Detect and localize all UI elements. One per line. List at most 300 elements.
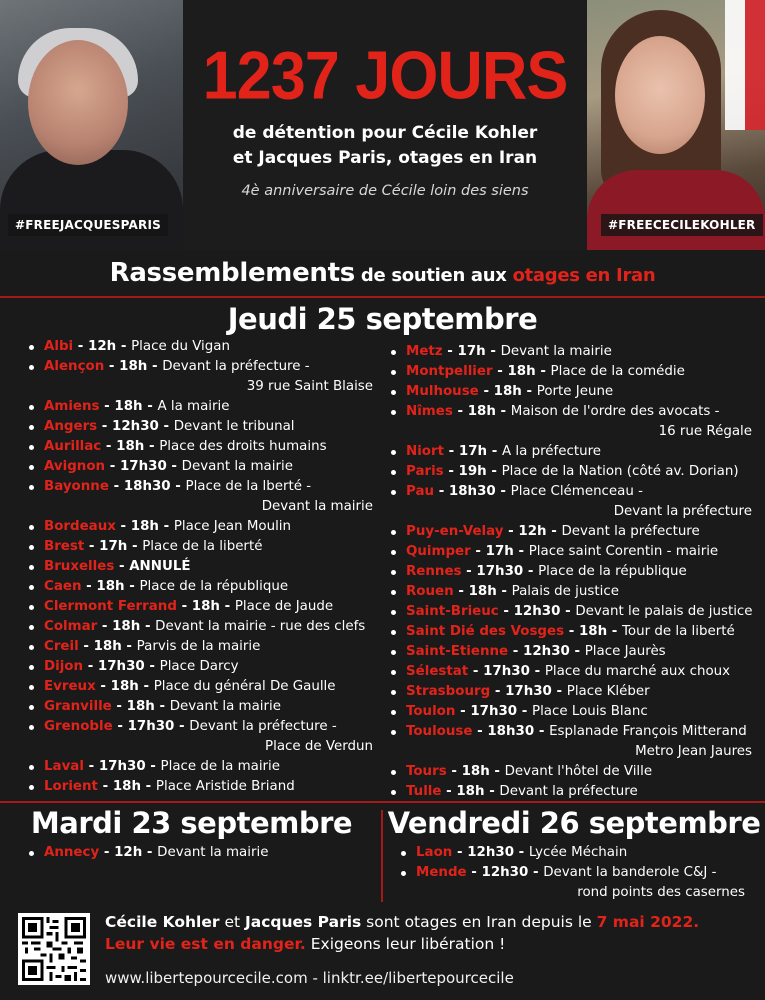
event-place: Place de la république xyxy=(538,564,687,579)
list-item xyxy=(28,577,373,597)
list-item xyxy=(390,482,752,522)
event-place: Devant la préfecture - xyxy=(162,359,310,374)
hashtag-name: JACQUESPARIS xyxy=(59,218,161,232)
list-item xyxy=(390,582,752,602)
separator: - xyxy=(95,679,111,694)
event-city: Dijon xyxy=(44,659,84,674)
event-city: Sélestat xyxy=(406,664,469,679)
event-place: Devant l'hôtel de Ville xyxy=(504,764,653,779)
list-item xyxy=(390,362,752,382)
event-place-continued: Metro Jean Jaures xyxy=(635,744,752,759)
hashtag-jacques xyxy=(8,214,168,236)
event-time: 12h xyxy=(114,845,143,860)
separator: - xyxy=(495,404,511,419)
separator: - xyxy=(97,779,113,794)
separator: - xyxy=(468,664,484,679)
separator: - xyxy=(97,419,113,434)
separator: - xyxy=(607,624,623,639)
list-item xyxy=(390,382,752,402)
event-time: 18h xyxy=(96,579,125,594)
separator: - xyxy=(138,679,154,694)
event-time: 18h xyxy=(112,619,141,634)
event-city: Metz xyxy=(406,344,443,359)
footer-line-1 xyxy=(105,911,755,933)
event-city: Pau xyxy=(406,484,435,499)
event-city: Avignon xyxy=(44,459,106,474)
event-place: Devant la mairie xyxy=(169,699,281,714)
event-place-continued: 16 rue Régale xyxy=(658,424,752,439)
footer-date: 7 mai 2022. xyxy=(596,913,700,931)
list-item xyxy=(28,557,373,577)
separator: - xyxy=(508,644,524,659)
event-time: 17h30 xyxy=(97,659,145,674)
event-time: 18h xyxy=(578,624,608,639)
separator: - xyxy=(141,779,156,794)
event-city: Strasbourg xyxy=(406,684,491,699)
separator: - xyxy=(114,559,130,574)
event-city: Albi xyxy=(44,339,74,354)
list-item xyxy=(390,722,752,762)
list-item xyxy=(390,522,752,542)
separator: - xyxy=(528,865,544,880)
list-item xyxy=(28,397,373,417)
separator: - xyxy=(73,339,89,354)
separator: - xyxy=(170,479,186,494)
list-item xyxy=(390,682,752,702)
event-place: Devant la banderole C&J - xyxy=(543,865,717,880)
hashtag-cecile xyxy=(601,214,763,236)
separator: - xyxy=(142,845,158,860)
event-city: Caen xyxy=(44,579,82,594)
event-city: Mende xyxy=(416,865,467,880)
separator: - xyxy=(147,359,163,374)
separator: - xyxy=(97,619,113,634)
separator: - xyxy=(564,624,579,639)
subtitle-line-1: de détention pour Cécile Kohler xyxy=(232,123,538,143)
separator: - xyxy=(478,384,494,399)
event-time: 18h30 xyxy=(487,724,535,739)
list-item xyxy=(390,602,752,622)
event-time: 12h30 xyxy=(481,865,529,880)
separator: - xyxy=(521,384,537,399)
event-place: Place Jean Moulin xyxy=(173,519,291,534)
event-time: 18h xyxy=(119,359,148,374)
list-item xyxy=(28,777,373,797)
separator: - xyxy=(443,464,459,479)
separator: - xyxy=(83,759,99,774)
event-time: 18h xyxy=(468,584,497,599)
event-city: Alençon xyxy=(44,359,105,374)
section-title-red: otages en Iran xyxy=(512,265,656,286)
footer-message xyxy=(105,911,755,955)
separator: - xyxy=(434,484,449,499)
separator: - xyxy=(472,724,488,739)
event-place: Place Kléber xyxy=(566,684,650,699)
event-city: Nîmes xyxy=(406,404,453,419)
list-item xyxy=(28,757,373,777)
list-item xyxy=(390,462,752,482)
event-place: Esplanade François Mitterand xyxy=(549,724,747,739)
event-city: Grenoble xyxy=(44,719,113,734)
event-time: 18h xyxy=(116,439,145,454)
event-place: Devant le tribunal xyxy=(173,419,295,434)
event-city: Toulon xyxy=(406,704,456,719)
event-place: Devant la mairie xyxy=(500,344,612,359)
separator: - xyxy=(99,399,115,414)
event-place: Lycée Méchain xyxy=(528,845,628,860)
event-place: Maison de l'ordre des avocats - xyxy=(510,404,720,419)
event-city: Quimper xyxy=(406,544,471,559)
event-time: 17h xyxy=(457,344,486,359)
separator: - xyxy=(486,464,502,479)
separator: - xyxy=(441,784,457,799)
event-place: Place de Jaude xyxy=(234,599,334,614)
event-place: Place Aristide Briand xyxy=(155,779,295,794)
separator: - xyxy=(121,639,137,654)
event-time: 18h xyxy=(461,764,490,779)
separator: - xyxy=(546,524,562,539)
event-place-continued: Devant la mairie xyxy=(261,499,373,514)
event-place: Place de la lberté - xyxy=(185,479,312,494)
separator: - xyxy=(174,719,190,734)
anniversary-text: 4è anniversaire de Cécile loin des siens xyxy=(241,183,529,199)
footer-url-link[interactable]: www.libertepourcecile.com - linktr.ee/libertepourcecile xyxy=(105,969,514,987)
event-place: A la mairie xyxy=(157,399,230,414)
event-place: Porte Jeune xyxy=(536,384,614,399)
event-place: Place Darcy xyxy=(159,659,239,674)
event-city: Paris xyxy=(406,464,444,479)
section-title-main: Rassemblements xyxy=(109,258,355,288)
event-city: Clermont Ferrand xyxy=(44,599,177,614)
event-city: Laval xyxy=(44,759,84,774)
vertical-divider xyxy=(381,810,383,902)
event-place: Devant la préfecture - xyxy=(189,719,337,734)
event-city: Amiens xyxy=(44,399,100,414)
qr-code-graphic xyxy=(22,917,86,981)
separator: - xyxy=(154,699,170,714)
hashtag-name: CECILEKOHLER xyxy=(652,218,756,232)
list-item xyxy=(28,597,373,617)
hashtag-prefix: #FREE xyxy=(15,218,60,232)
separator: - xyxy=(498,604,514,619)
event-time: 12h30 xyxy=(523,644,570,659)
separator: - xyxy=(535,364,551,379)
separator: - xyxy=(452,845,468,860)
separator: - xyxy=(490,684,506,699)
separator: - xyxy=(140,619,156,634)
list-item xyxy=(28,417,373,437)
separator: - xyxy=(115,519,131,534)
list-item xyxy=(28,617,373,637)
event-time: 18h xyxy=(93,639,122,654)
event-city: Puy-en-Velay xyxy=(406,524,504,539)
separator: - xyxy=(111,699,127,714)
separator: - xyxy=(487,444,502,459)
event-place: Place de la république xyxy=(139,579,289,594)
event-city: Aurillac xyxy=(44,439,102,454)
event-city: Rouen xyxy=(406,584,454,599)
event-place: Devant le palais de justice xyxy=(575,604,753,619)
list-item xyxy=(390,342,752,362)
separator: - xyxy=(84,539,100,554)
separator: - xyxy=(158,519,174,534)
list-item xyxy=(400,843,745,863)
header xyxy=(0,0,765,250)
day-title-tuesday: Mardi 23 septembre xyxy=(30,806,353,840)
photo-face-shape xyxy=(28,40,128,165)
separator: - xyxy=(124,579,140,594)
event-city: Tulle xyxy=(406,784,442,799)
separator: - xyxy=(81,579,97,594)
event-city: Annecy xyxy=(44,845,100,860)
event-place-continued: 39 rue Saint Blaise xyxy=(246,379,373,394)
separator: - xyxy=(144,439,160,454)
separator: - xyxy=(452,404,468,419)
event-city: Saint-Etienne xyxy=(406,644,509,659)
list-item xyxy=(28,677,373,697)
event-place: Tour de la liberté xyxy=(622,624,735,639)
separator: - xyxy=(489,764,505,779)
separator: - xyxy=(144,659,160,674)
event-city: Saint-Brieuc xyxy=(406,604,499,619)
photo-cecile-kohler xyxy=(587,0,765,250)
event-time: 17h xyxy=(458,444,488,459)
event-city: Bayonne xyxy=(44,479,109,494)
separator: - xyxy=(158,419,174,434)
separator: - xyxy=(78,639,94,654)
event-time: 18h xyxy=(507,364,536,379)
list-item xyxy=(28,697,373,717)
separator: - xyxy=(108,479,124,494)
separator: - xyxy=(444,444,459,459)
separator: - xyxy=(105,459,120,474)
list-item xyxy=(390,702,752,722)
event-place: Place de la Nation (côté av. Dorian) xyxy=(501,464,739,479)
event-list-thursday-right xyxy=(390,342,752,802)
list-item xyxy=(28,357,373,397)
event-place: Place saint Corentin - mairie xyxy=(528,544,719,559)
event-place: Place Louis Blanc xyxy=(532,704,648,719)
separator: - xyxy=(166,459,182,474)
event-place: A la préfecture xyxy=(501,444,602,459)
event-list-tuesday xyxy=(28,843,368,863)
list-item xyxy=(28,637,373,657)
event-time: 17h30 xyxy=(483,664,530,679)
list-item xyxy=(28,477,373,517)
event-place: Parvis de la mairie xyxy=(136,639,261,654)
event-place: Devant la mairie - rue des clefs xyxy=(155,619,366,634)
event-place: Place de la liberté xyxy=(142,539,263,554)
event-time: 18h xyxy=(126,699,155,714)
separator: - xyxy=(446,764,462,779)
separator: - xyxy=(219,599,235,614)
footer-name-cecile: Cécile Kohler xyxy=(105,913,220,931)
list-item xyxy=(28,337,373,357)
separator: - xyxy=(112,719,128,734)
page-subtitle xyxy=(183,121,587,171)
event-city: Evreux xyxy=(44,679,96,694)
event-time: ANNULÉ xyxy=(129,559,191,574)
separator: - xyxy=(523,564,539,579)
divider xyxy=(0,801,765,803)
divider xyxy=(0,296,765,298)
event-time: 12h30 xyxy=(467,845,515,860)
separator: - xyxy=(534,724,550,739)
event-time: 17h30 xyxy=(505,684,552,699)
separator: - xyxy=(127,539,143,554)
event-city: Creil xyxy=(44,639,79,654)
list-item xyxy=(28,717,373,757)
event-city: Montpellier xyxy=(406,364,493,379)
separator: - xyxy=(142,399,158,414)
separator: - xyxy=(551,684,567,699)
event-city: Lorient xyxy=(44,779,98,794)
event-time: 17h30 xyxy=(470,704,518,719)
separator: - xyxy=(461,564,477,579)
separator: - xyxy=(83,659,98,674)
event-time: 12h30 xyxy=(513,604,561,619)
event-place: Place de la mairie xyxy=(160,759,281,774)
event-city: Saint Dié des Vosges xyxy=(406,624,565,639)
separator: - xyxy=(496,584,512,599)
separator: - xyxy=(466,865,482,880)
event-time: 18h xyxy=(191,599,220,614)
event-place: Place Clémenceau - xyxy=(510,484,643,499)
event-city: Rennes xyxy=(406,564,462,579)
list-item xyxy=(390,402,752,442)
event-city: Granville xyxy=(44,699,112,714)
event-time: 18h xyxy=(112,779,142,794)
event-city: Tours xyxy=(406,764,447,779)
event-time: 17h30 xyxy=(127,719,175,734)
event-time: 12h xyxy=(518,524,547,539)
event-time: 17h30 xyxy=(119,459,167,474)
footer-danger: Leur vie est en danger. xyxy=(105,935,306,953)
event-city: Toulouse xyxy=(406,724,473,739)
list-item xyxy=(390,642,752,662)
footer-since: sont otages en Iran depuis le xyxy=(361,913,597,931)
separator: - xyxy=(453,584,469,599)
separator: - xyxy=(503,524,519,539)
page-title: 1237 JOURS xyxy=(202,38,568,114)
event-city: Angers xyxy=(44,419,98,434)
event-place: Place du général De Gaulle xyxy=(153,679,336,694)
separator: - xyxy=(560,604,576,619)
day-title-thursday: Jeudi 25 septembre xyxy=(227,302,538,336)
event-city: Laon xyxy=(416,845,453,860)
separator: - xyxy=(484,784,500,799)
footer-and: et xyxy=(219,913,245,931)
footer xyxy=(0,903,765,1000)
event-city: Niort xyxy=(406,444,445,459)
list-item xyxy=(390,762,752,782)
separator: - xyxy=(455,704,471,719)
separator: - xyxy=(517,704,533,719)
separator: - xyxy=(470,544,486,559)
event-city: Brest xyxy=(44,539,85,554)
subtitle-line-2: et Jacques Paris, otages en Iran xyxy=(232,148,538,168)
list-item xyxy=(28,437,373,457)
section-title xyxy=(0,258,765,288)
list-item xyxy=(390,782,752,802)
event-time: 19h xyxy=(458,464,487,479)
list-item xyxy=(400,863,745,903)
event-place: Devant la mairie xyxy=(181,459,293,474)
list-item xyxy=(390,542,752,562)
footer-line-2 xyxy=(105,933,755,955)
event-place: Place du marché aux choux xyxy=(544,664,731,679)
footer-demand: Exigeons leur libération ! xyxy=(305,935,506,953)
separator: - xyxy=(495,484,511,499)
event-time: 17h30 xyxy=(98,759,146,774)
event-place: Palais de justice xyxy=(511,584,619,599)
event-place: Place des droits humains xyxy=(159,439,327,454)
event-time: 17h30 xyxy=(476,564,524,579)
separator: - xyxy=(569,644,585,659)
event-time: 17h xyxy=(485,544,514,559)
event-time: 18h xyxy=(114,399,143,414)
event-place: Devant la préfecture xyxy=(499,784,638,799)
separator: - xyxy=(529,664,545,679)
separator: - xyxy=(145,759,161,774)
event-city: Bordeaux xyxy=(44,519,116,534)
event-place: Place de la comédie xyxy=(550,364,685,379)
separator: - xyxy=(101,439,117,454)
day-title-friday: Vendredi 26 septembre xyxy=(387,806,761,840)
event-list-friday xyxy=(400,843,745,903)
event-place: Devant la mairie xyxy=(157,845,269,860)
separator: - xyxy=(442,344,458,359)
list-item xyxy=(390,562,752,582)
separator: - xyxy=(513,544,529,559)
event-time: 18h xyxy=(493,384,522,399)
event-time: 18h30 xyxy=(123,479,171,494)
flag-shape xyxy=(725,0,765,130)
separator: - xyxy=(485,344,501,359)
event-time: 18h xyxy=(110,679,139,694)
list-item xyxy=(28,657,373,677)
event-time: 18h xyxy=(467,404,496,419)
event-place: Place Jaurès xyxy=(584,644,666,659)
event-place: Devant la préfecture xyxy=(561,524,700,539)
list-item xyxy=(390,442,752,462)
event-time: 12h30 xyxy=(112,419,159,434)
photo-face-shape xyxy=(615,36,705,154)
qr-code-icon[interactable] xyxy=(18,913,90,985)
event-list-thursday-left xyxy=(28,337,373,797)
section-title-mid: de soutien aux xyxy=(354,265,513,286)
separator: - xyxy=(514,845,529,860)
event-time: 18h xyxy=(130,519,159,534)
list-item xyxy=(28,537,373,557)
event-time: 18h xyxy=(456,784,485,799)
list-item xyxy=(390,662,752,682)
separator: - xyxy=(104,359,120,374)
photo-body-shape xyxy=(587,170,765,250)
list-item xyxy=(390,622,752,642)
event-city: Colmar xyxy=(44,619,98,634)
separator: - xyxy=(176,599,192,614)
hashtag-prefix: #FREE xyxy=(608,218,653,232)
event-city: Mulhouse xyxy=(406,384,479,399)
event-place: Place du Vigan xyxy=(131,339,230,354)
event-city: Bruxelles xyxy=(44,559,115,574)
list-item xyxy=(28,457,373,477)
event-time: 17h xyxy=(99,539,128,554)
event-time: 18h30 xyxy=(448,484,496,499)
list-item xyxy=(28,517,373,537)
separator: - xyxy=(99,845,115,860)
